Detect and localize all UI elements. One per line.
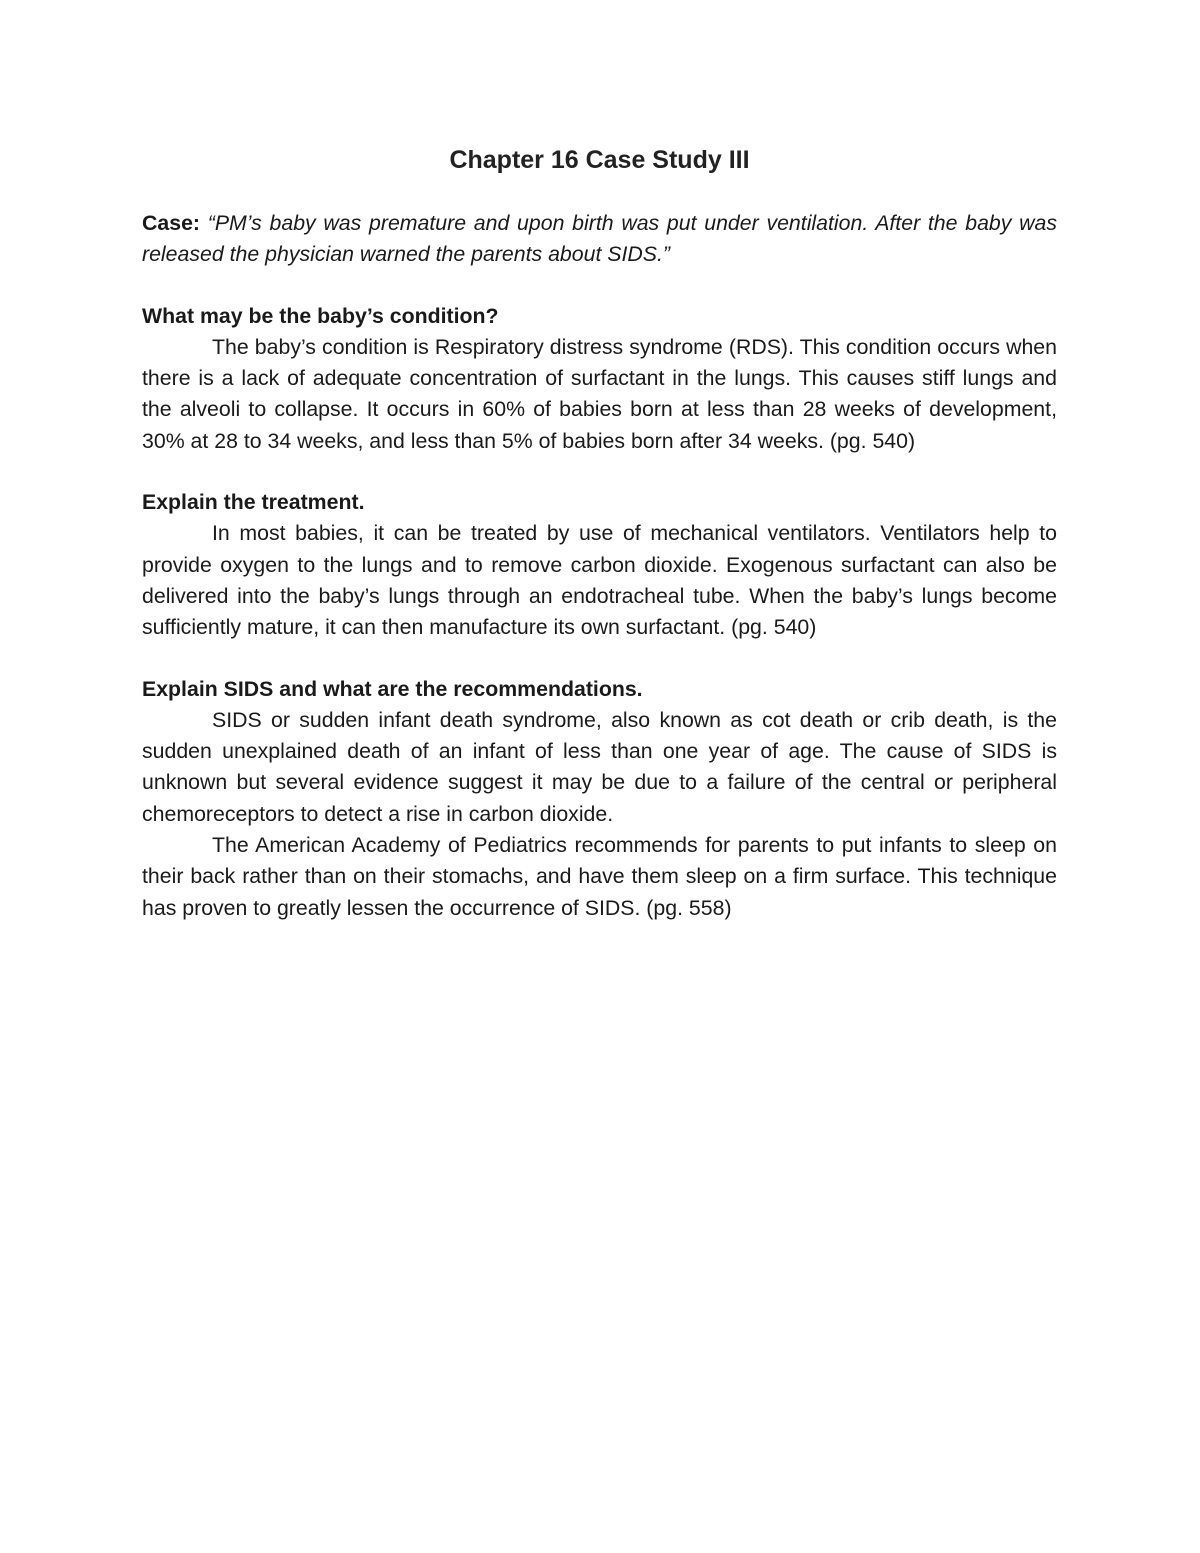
question-treatment: Explain the treatment. [142,490,365,515]
document-page [142,138,1057,924]
case-statement [142,208,1057,271]
answer-treatment: In most babies, it can be treated by use of mechanical ventilators. Ventilators help to provide oxygen to the lungs and to remove carbon dioxide. Exogenous surfactant can also be delivered into the baby’s lungs through an endotracheal tube. When the baby’s lungs become sufficiently mature, it can then manufacture its own surfactant. (pg. 540) [142,521,1057,640]
answer-condition: The baby’s condition is Respiratory distress syndrome (RDS). This condition occurs when there is a lack of adequate concentration of surfactant in the lungs. This causes stiff lungs and the alveoli to collapse. It occurs in 60% of babies born at less than 28 weeks of development, 30% at 28 to 34 weeks, and less than 5% of babies born after 34 weeks. (pg. 540) [142,334,1057,453]
case-text: “PM’s baby was premature and upon birth was put under ventilation. After the baby was released the physician warned the parents about SIDS.” [142,211,1058,267]
answer-sids-definition: SIDS or sudden infant death syndrome, also known as cot death or crib death, is the sudden unexplained death of an infant of less than one year of age. The cause of SIDS is unknown but several evidence suggest it may be due to a failure of the central or peripheral chemoreceptors to detect a rise in carbon dioxide. [142,707,1057,826]
case-label: Case: [142,211,201,235]
answer-sids-recommendations: The American Academy of Pediatrics recommends for parents to put infants to sleep on their back rather than on their stomachs, and have them sleep on a firm surface. This technique has proven to greatly lessen the occurrence of SIDS. (pg. 558) [142,833,1057,920]
question-sids: Explain SIDS and what are the recommendations. [142,676,643,701]
question-condition: What may be the baby’s condition? [142,303,499,328]
page-title: Chapter 16 Case Study III [449,146,750,174]
